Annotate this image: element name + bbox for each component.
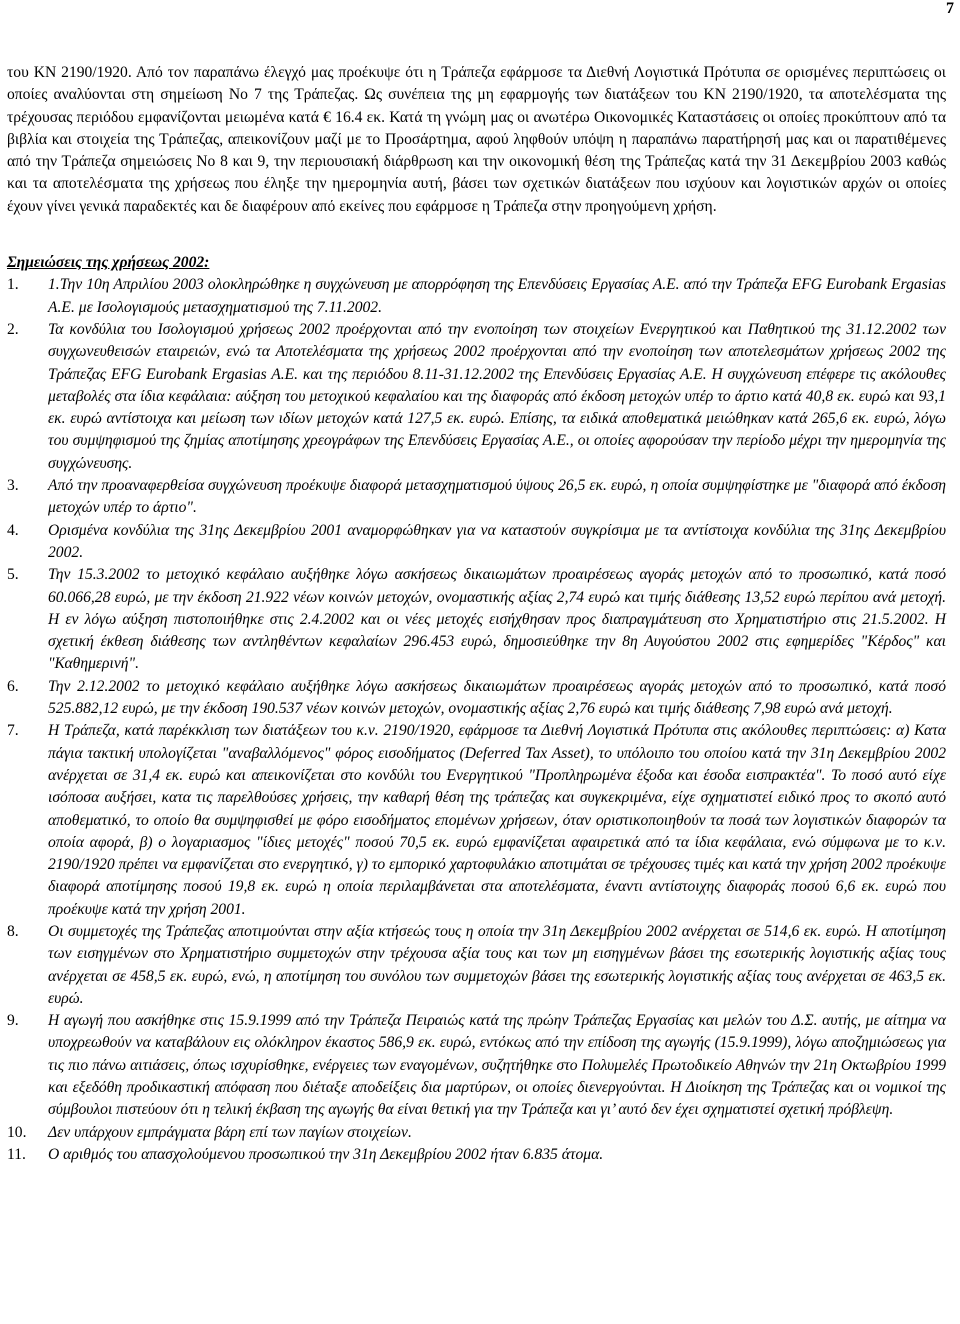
note-number: 8.	[7, 922, 19, 940]
note-text: Ορισμένα κονδύλια της 31ης Δεκεμβρίου 2001 αναμορφώθηκαν για να καταστούν συγκρίσιμα με τα αντίστοιχα κονδύλια της 31ης Δεκεμβρίου 2002.	[48, 521, 946, 561]
note-number: 1.	[7, 276, 19, 294]
note-item	[7, 475, 946, 520]
note-text: Η αγωγή που ασκήθηκε στις 15.9.1999 από την Τράπεζα Πειραιώς κατά της πρώην Τράπεζας Εργασίας και μελών του Δ.Σ. αυτής, με αίτημα να υποχρεωθούν να καταβάλουν εις ολόκληρον έκαστος 586,9 εκ. ευρώ, εντόκως από την επίδοση της αγωγής (15.9.1999), λόγω αποζημιώσεως για τις πιο πάνω αιτιάσεις, όπως ισχυρίσθηκε, ενέργειες των εναγομένων, συζητήθηκε στο Πολυμελές Πρωτοδικείο Αθηνών την 21η Οκτωβρίου 1999 και εξεδόθη προδικαστική απόφαση που διέταξε αποδείξεις δια μαρτύρων, οι οποίες διενεργούνται. Η Διοίκηση της Τράπεζας και οι νομικοί της σύμβουλοι πιστεύουν ότι η τελική έκβαση της αγωγής θα είναι θετική για την Τράπεζα και γι’ αυτό δεν έχει σχηματιστεί σχετική πρόβλεψη.	[48, 1012, 946, 1119]
note-number: 2.	[7, 320, 19, 338]
page-number: 7	[946, 0, 954, 17]
note-number: 10.	[7, 1123, 27, 1141]
note-item	[7, 520, 946, 565]
note-number: 6.	[7, 677, 19, 695]
note-number: 11.	[7, 1145, 26, 1163]
note-item	[7, 921, 946, 1010]
note-item	[7, 1144, 946, 1166]
note-number: 7.	[7, 722, 19, 740]
note-item	[7, 1010, 946, 1121]
note-item	[7, 720, 946, 921]
note-text: Από την προαναφερθείσα συγχώνευση προέκυψε διαφορά μετασχηματισμού ύψους 26,5 εκ. ευρώ, η οποία συμψηφίστηκε με "διαφορά από έκδοση μετοχών υπέρ το άρτιο".	[48, 477, 946, 517]
note-number: 5.	[7, 566, 19, 584]
note-number: 9.	[7, 1012, 19, 1030]
note-text: Την 2.12.2002 το μετοχικό κεφάλαιο αυξήθηκε λόγω ασκήσεως δικαιωμάτων προαιρέσεως αγοράς μετοχών από το προσωπικό, κατά ποσό 525.882,12 ευρώ, με την έκδοση 190.537 νέων κοινών μετοχών, ονομαστικής αξίας 2,76 ευρώ και τιμής διάθεσης 7,98 ευρώ ανά μετοχή.	[48, 677, 946, 718]
note-item	[7, 1122, 946, 1144]
note-text: Τα κονδύλια του Ισολογισμού χρήσεως 2002 προέρχονται από την ενοποίηση των στοιχείων Ενεργητικού και Παθητικού της 31.12.2002 των συγχωνευθεισών εταιρειών, ενώ τα Αποτελέσματα της χρήσεως 2002 προέρχονται από την ενοποίηση των αποτελεσμάτων χρήσεως 2002 της Τράπεζας EFG Eurobank Ergasias A.E. και της περιόδου 8.11-31.12.2002 της Επενδύσεις Εργασίας Α.Ε. Η συγχώνευση επέφερε τις ακόλουθες μεταβολές στα ίδια κεφάλαια: αύξηση του μετοχικού κεφαλαίου και της διαφοράς από έκδοση μετοχών υπέρ το άρτιο κατά 40,8 εκ. ευρώ και 93,1 εκ. ευρώ αντίστοιχα και μείωση των ιδίων μετοχών κατά 127,5 εκ. ευρώ. Επίσης, τα ειδικά αποθεματικά μειώθηκαν κατά 265,6 εκ. ευρώ, λόγω του συμψηφισμού της ζημίας αποτίμησης χρεογράφων της Επενδύσεις Εργασίας Α.Ε., οι οποίες αφορούσαν την περίοδο μέχρι την ημερομηνία της συγχώνευσης.	[48, 320, 946, 472]
note-number: 3.	[7, 477, 19, 495]
intro-paragraph: του ΚΝ 2190/1920. Από τον παραπάνω έλεγχό μας προέκυψε ότι η Τράπεζα εφάρμοσε τα Διεθνή Λογιστικά Πρότυπα σε ορισμένες περιπτώσεις οι οποίες αναλύονται στη σημείωση Νο 7 της Τράπεζας. Ως συνέπεια της μη εφαρμογής των διατάξεων του ΚΝ 2190/1920, τα αποτελέσματα της τρέχουσας περιόδου εμφανίζονται μειωμένα κατά € 16.4 εκ. Κατά τη γνώμη μας οι ανωτέρω Οικονομικές Καταστάσεις οι οποίες προκύπτουν από τα βιβλία και στοιχεία της Τράπεζας, απεικονίζουν μαζί με το Προσάρτημα, αφού ληφθούν υπόψη η παραπάνω παρατήρησή μας και οι παρατιθέμενες από την Τράπεζα σημειώσεις Νο 8 και 9, την περιουσιακή διάρθρωση και την οικονομική θέση της Τράπεζας κατά την 31 Δεκεμβρίου 2003 καθώς και τα αποτελέσματα της χρήσεως που έληξε την ημερομηνία αυτή, βάσει των σχετικών διατάξεων που ισχύουν και λογιστικών αρχών οι οποίες έχουν γίνει γενικά παραδεκτές και δε διαφέρουν από εκείνες που εφάρμοσε η Τράπεζα στην προηγούμενη χρήση.	[7, 64, 946, 215]
note-text: Οι συμμετοχές της Τράπεζας αποτιμούνται στην αξία κτήσεώς τους η οποία την 31η Δεκεμβρίου 2002 ανέρχεται σε 514,6 εκ. ευρώ. Η αποτίμηση των εισηγμένων στο Χρηματιστήριο συμμετοχών στην τρέχουσα αξία τους και των μη εισηγμένων βάσει της εσωτερικής λογιστικής αξίας τους ανέρχεται σε 458,5 εκ. ευρώ, ενώ, η αποτίμηση του συνόλου των συμμετοχών βάσει της εσωτερικής λογιστικής αξίας τους ανέρχεται σε 463,5 εκ. ευρώ.	[48, 922, 946, 1007]
note-text: Την 15.3.2002 το μετοχικό κεφάλαιο αυξήθηκε λόγω ασκήσεως δικαιωμάτων προαιρέσεως αγοράς μετοχών από το προσωπικό, κατά ποσό 60.066,28 ευρώ, με την έκδοση 21.922 νέων κοινών μετοχών, ονομαστικής αξίας 2,74 ευρώ και τιμής διάθεσης 13,52 ευρώ περίπου ανά μετοχή. Η εν λόγω αύξηση πιστοποιήθηκε στις 2.4.2002 και οι νέες μετοχές εισήχθησαν προς διαπραγμάτευση στο Χρηματιστήριο στις 21.5.2002. Η σχετική έκθεση διάθεσης των αντληθέντων κεφαλαίων 296.453 ευρώ, δημοσιεύθηκε την 8η Αυγούστου 2002 στις εφημερίδες "Κέρδος" και "Καθημερινή".	[48, 566, 946, 673]
note-item	[7, 564, 946, 675]
note-item	[7, 274, 946, 319]
notes-heading: Σημειώσεις της χρήσεως 2002:	[7, 254, 210, 272]
note-text: 1.Την 10η Απριλίου 2003 ολοκληρώθηκε η συγχώνευση με απορρόφηση της Επενδύσεις Εργασίας Α.Ε. από την Τράπεζα EFG Eurobank Ergasias Α.Ε. με Ισολογισμούς μετασχηματισμού της 7.11.2002.	[48, 276, 946, 316]
document-body	[7, 62, 946, 1166]
note-text: Δεν υπάρχουν εμπράγματα βάρη επί των παγίων στοιχείων.	[48, 1123, 412, 1141]
note-item	[7, 319, 946, 475]
note-text: Η Τράπεζα, κατά παρέκκλιση των διατάξεων του κ.ν. 2190/1920, εφάρμοσε τα Διεθνή Λογιστικά Πρότυπα στις ακόλουθες περιπτώσεις: α) Κατα πάγια τακτική υπολογίζεται "αναβαλλόμενος" φόρος εισοδήματος (Deferred Tax Asset), το υπόλοιπο του οποίου κατά την 31η Δεκεμβρίου 2002 ανέρχεται σε 31,4 εκ. ευρώ και απεικονίζεται στο κονδύλι του Ενεργητικού "Προπληρωμένα έξοδα και έσοδα εισπρακτέα". Το ποσό αυτό είχε ισόποσα αυξήσει, κατα τις παρελθούσες χρήσεις, την καθαρή θέση της τράπεζας και συγκεκριμένα, είχε σχηματιστεί ειδικό προς το σκοπό αυτό αποθεματικό, το οποίο θα συμψηφισθεί με φόρο εισοδήματος επομένων χρήσεων, όταν οριστικοποιηθούν τα ποσά των λογιστικών διαφορών τα οποία αφορά, β) ο λογαριασμος "ίδιες μετοχές" ποσού 70,5 εκ. ευρώ εμφανίζεται αφαιρετικά από τα ίδια κεφάλαια, ενώ σύμφωνα με το κ.ν. 2190/1920 πρέπει να εμφανίζεται στο ενεργητικό, γ) το εμπορικό χαρτοφυλάκιο αποτιμάται σε τρέχουσες τιμές και κατά την χρήση 2002 προέκυψε διαφορά αποτίμησης ποσού 19,8 εκ. ευρώ η οποία περιλαμβάνεται στα αποτελέσματα, έναντι αντίστοιχης διαφοράς ποσού 6,6 εκ. ευρώ που προέκυψε κατά την χρήση 2001.	[48, 722, 946, 918]
note-item	[7, 676, 946, 721]
notes-list	[7, 274, 946, 1166]
note-text: Ο αριθμός του απασχολούμενου προσωπικού την 31η Δεκεμβρίου 2002 ήταν 6.835 άτομα.	[48, 1145, 604, 1163]
note-number: 4.	[7, 521, 19, 539]
